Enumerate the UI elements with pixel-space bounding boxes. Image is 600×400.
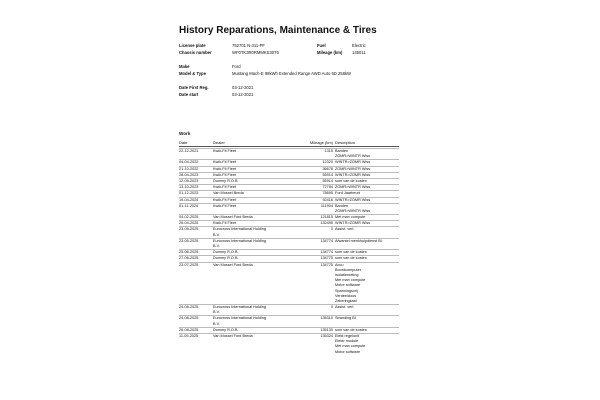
cell-mileage: 134774 bbox=[320, 250, 333, 255]
cell-description: Assist. verl. bbox=[335, 305, 355, 310]
cell-mileage: 78695 bbox=[322, 191, 333, 196]
cell-date: 26-08-2025 bbox=[179, 327, 199, 332]
cell-mileage: 0 bbox=[330, 305, 333, 310]
cell-date: 25-06-2025 bbox=[179, 250, 199, 255]
cell-description: ZOMR>WINTR Wiss bbox=[335, 166, 371, 171]
cell-mileage: 55914 bbox=[322, 178, 333, 183]
cell-dealer: Kwik-Fit Fleet bbox=[213, 221, 236, 226]
cell-mileage: 134775 bbox=[320, 256, 333, 261]
make-value: Ford bbox=[232, 64, 241, 69]
cell-date: 23-05-2025 bbox=[179, 238, 199, 243]
cell-description: som van de kosten bbox=[335, 178, 367, 183]
license-plate-label: License plate bbox=[179, 43, 206, 48]
chassis-value: WF0TK3R0RMMKS3076 bbox=[232, 50, 279, 55]
cell-description: WINTR>ZOMR Wiss bbox=[335, 221, 371, 226]
cell-mileage: 135130 bbox=[320, 327, 333, 332]
cell-mileage: 92416 bbox=[322, 197, 333, 202]
fuel-label: Fuel bbox=[317, 43, 326, 48]
table-row bbox=[179, 350, 399, 355]
cell-dealer: Dummy R.O.B. bbox=[213, 250, 239, 255]
cell-date: 23-05-2025 bbox=[179, 227, 199, 232]
header-mileage: Mileage (km) bbox=[309, 140, 333, 145]
cell-dealer: B.V. bbox=[213, 232, 220, 237]
cell-description: ZOMR>WINTR Wiss bbox=[335, 185, 371, 190]
cell-mileage: 121815 bbox=[320, 215, 333, 220]
cell-mileage: 111904 bbox=[320, 203, 333, 208]
cell-description: som van de kosten bbox=[335, 256, 367, 261]
cell-mileage: 1315 bbox=[324, 149, 333, 153]
mileage-value: 145011 bbox=[352, 50, 366, 55]
cell-description: WINTR>ZOMR Wiss bbox=[335, 172, 371, 177]
cell-dealer: Eurocross International Holding bbox=[213, 316, 266, 321]
cell-dealer: Dummy R.O.B. bbox=[213, 327, 239, 332]
make-label: Make bbox=[179, 64, 190, 69]
cell-date: 25-04-2025 bbox=[179, 221, 199, 226]
header-description: Description bbox=[335, 140, 356, 145]
cell-date: 24-08-2025 bbox=[179, 305, 199, 310]
cell-mileage: 135310 bbox=[320, 316, 333, 321]
cell-description: Spanningsvrij bbox=[335, 288, 358, 293]
cell-date: 13-10-2023 bbox=[179, 185, 199, 190]
cell-dealer: Kwik-Fit Fleet bbox=[213, 185, 236, 190]
date-start-value: 03-12-2021 bbox=[232, 92, 254, 97]
cell-date: 22-12-2021 bbox=[179, 149, 199, 153]
model-label: Model & Type bbox=[179, 71, 206, 76]
cell-description: ZOMR>WINTR Wiss bbox=[335, 208, 371, 213]
cell-dealer: Van Mossel Ford Breda bbox=[213, 262, 253, 267]
mileage-label: Mileage (km) bbox=[317, 50, 343, 55]
cell-dealer: B.V. bbox=[213, 310, 220, 315]
cell-description: Boordcomputer bbox=[335, 267, 361, 272]
cell-dealer: Kwik-Fit Fleet bbox=[213, 166, 236, 171]
cell-dealer: Kwik-Fit Fleet bbox=[213, 203, 236, 208]
chassis-label: Chassis number bbox=[179, 50, 212, 55]
work-section-title: Work bbox=[179, 131, 191, 136]
cell-mileage: 72784 bbox=[322, 185, 333, 190]
cell-description: Zekeringkast bbox=[335, 298, 357, 303]
cell-date: 21-10-2022 bbox=[179, 166, 199, 171]
cell-date: 01-11-2024 bbox=[179, 203, 199, 208]
cell-dealer: Dummy R.O.B. bbox=[213, 178, 239, 183]
cell-date: 11-09-2025 bbox=[179, 334, 199, 338]
cell-date: 24-08-2025 bbox=[179, 316, 199, 321]
cell-date: 28-04-2023 bbox=[179, 172, 199, 177]
header-date: Date bbox=[179, 140, 188, 145]
cell-description: Motor software bbox=[335, 283, 361, 288]
cell-description: Banden bbox=[335, 203, 349, 208]
cell-date: 23-07-2025 bbox=[179, 262, 199, 267]
cell-dealer: Dummy R.O.B. bbox=[213, 256, 239, 261]
cell-mileage: 0 bbox=[330, 227, 333, 232]
cell-description: Elekt regelunit bbox=[335, 334, 360, 338]
cell-dealer: Eurocross International Holding bbox=[213, 227, 266, 232]
cell-dealer: Kwik-Fit Fleet bbox=[213, 160, 236, 165]
cell-dealer: Van Mossel Breda bbox=[213, 191, 244, 196]
cell-mileage: 55914 bbox=[322, 172, 333, 177]
cell-mileage: 135324 bbox=[320, 334, 333, 338]
fuel-value: Electric bbox=[352, 43, 366, 48]
cell-description: Met man compute bbox=[335, 344, 366, 349]
cell-dealer: Van Mossel Ford Breda bbox=[213, 334, 253, 338]
cell-date: 19-04-2024 bbox=[179, 197, 199, 202]
header-dealer: Dealer bbox=[213, 140, 225, 145]
cell-dealer: B.V. bbox=[213, 244, 220, 248]
cell-description: Motor software bbox=[335, 349, 361, 354]
cell-description: ZOMR>WINTR Wiss bbox=[335, 154, 371, 159]
cell-date: 04-04-2022 bbox=[179, 160, 199, 165]
cell-description: Assist. verl. bbox=[335, 227, 355, 232]
cell-description: som van de kosten bbox=[335, 327, 367, 332]
cell-dealer: Kwik-Fit Fleet bbox=[213, 149, 236, 153]
cell-mileage: 36678 bbox=[322, 166, 333, 171]
cell-dealer: Eurocross International Holding bbox=[213, 305, 266, 310]
cell-description: Ford Jaarbeurt bbox=[335, 191, 360, 196]
cell-description: Verdeeldoos bbox=[335, 293, 357, 298]
work-table-body bbox=[179, 148, 399, 355]
document-title: History Reparations, Maintenance & Tires bbox=[179, 25, 377, 36]
cell-description: WINTR>ZOMR Wiss bbox=[335, 160, 371, 165]
cell-date: 12-05-2023 bbox=[179, 178, 199, 183]
cell-dealer: Kwik-Fit Fleet bbox=[213, 172, 236, 177]
cell-mileage: 12320 bbox=[322, 160, 333, 165]
cell-description: Met man compute bbox=[335, 278, 366, 283]
cell-mileage: 134774 bbox=[320, 238, 333, 243]
cell-mileage: 134775 bbox=[320, 262, 333, 267]
cell-description: Banden bbox=[335, 149, 349, 153]
cell-description: Elektr module bbox=[335, 339, 359, 344]
cell-description: Met man compute bbox=[335, 215, 366, 220]
cell-dealer: Kwik-Fit Fleet bbox=[213, 197, 236, 202]
cell-description: Isolatiemeting bbox=[335, 272, 359, 277]
cell-description: Stranding BI bbox=[335, 316, 356, 321]
date-start-label: Date start bbox=[179, 92, 199, 97]
work-table-header bbox=[179, 140, 399, 147]
cell-date: 04-02-2025 bbox=[179, 215, 199, 220]
document-page bbox=[143, 0, 457, 400]
cell-mileage: 132495 bbox=[320, 221, 333, 226]
cell-date: 01-12-2023 bbox=[179, 191, 199, 196]
cell-description: Accu bbox=[335, 262, 344, 267]
first-reg-label: Date First Reg. bbox=[179, 85, 209, 90]
model-value: Mustang Mach-E 98kWh Extended Range AWD Auto 5D 258kW bbox=[232, 71, 352, 76]
cell-dealer: Eurocross International Holding bbox=[213, 238, 266, 243]
cell-dealer: Van Mossel Ford Breda bbox=[213, 215, 253, 220]
first-reg-value: 03-12-2021 bbox=[232, 85, 254, 90]
cell-dealer: B.V. bbox=[213, 321, 220, 326]
cell-date: 27-06-2025 bbox=[179, 256, 199, 261]
cell-description: Afwantel menkhulpdienst BI bbox=[335, 238, 382, 243]
license-plate-value: 752701 N-311-PF bbox=[232, 43, 265, 48]
cell-description: WINTR>ZOMR Wiss bbox=[335, 197, 371, 202]
cell-description: som van de kosten bbox=[335, 250, 367, 255]
